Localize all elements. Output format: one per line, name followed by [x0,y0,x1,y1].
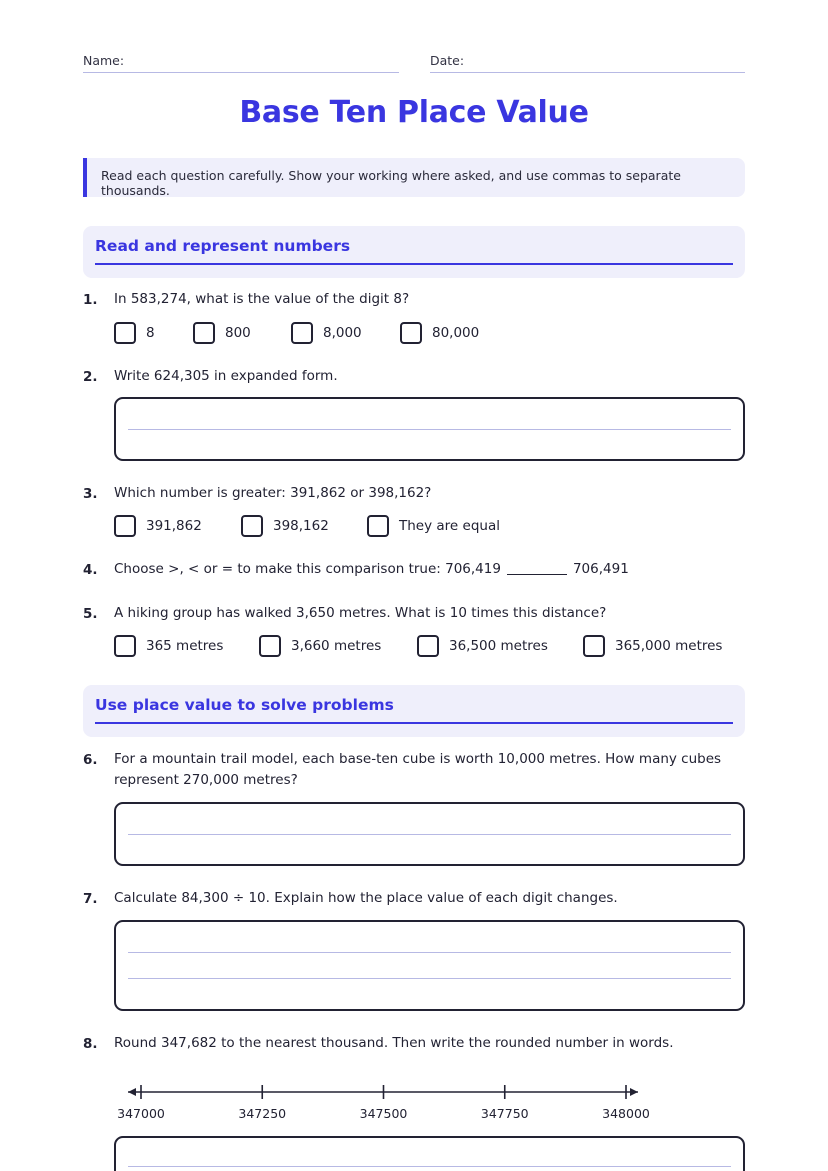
option-label: 80,000 [432,325,480,341]
question-text: Calculate 84,300 ÷ 10. Explain how the place value of each digit changes. [114,890,618,906]
q3-option-3[interactable] [367,515,500,537]
question-text: In 583,274, what is the value of the digit 8? [114,291,410,307]
question-text: Which number is greater: 391,862 or 398,162? [114,485,432,501]
number-line-label: 347250 [238,1106,287,1121]
option-label: 365 metres [146,638,224,654]
question-number: 7. [83,891,98,907]
checkbox[interactable] [114,515,136,537]
option-label: They are equal [399,518,500,534]
q3-option-2[interactable] [241,515,329,537]
question-number: 4. [83,562,98,578]
option-label: 36,500 metres [449,638,548,654]
q5-option-4[interactable] [583,635,722,657]
name-label: Name: [83,53,125,68]
number-line [114,1080,654,1130]
answer-line [128,978,731,979]
answer-blank[interactable] [507,561,567,575]
option-label: 391,862 [146,518,202,534]
question-number: 6. [83,752,98,768]
option-label: 398,162 [273,518,329,534]
checkbox[interactable] [193,322,215,344]
answer-line [128,834,731,835]
name-field[interactable] [83,53,399,73]
checkbox[interactable] [241,515,263,537]
q5-option-1[interactable] [114,635,223,657]
question-number: 8. [83,1036,98,1052]
question-text-after: 706,491 [572,561,629,577]
question-number: 5. [83,606,98,622]
option-label: 8 [146,325,155,341]
question-text-before: Choose >, < or = to make this comparison true: 706,419 [114,561,501,577]
checkbox[interactable] [114,635,136,657]
checkbox[interactable] [417,635,439,657]
answer-line [128,429,731,430]
answer-line [128,952,731,953]
question-text: A hiking group has walked 3,650 metres. What is 10 times this distance? [114,605,607,621]
q1-option-2[interactable] [193,322,251,344]
number-line-label: 347500 [359,1106,408,1121]
answer-box[interactable] [114,920,745,1011]
q5-option-3[interactable] [417,635,548,657]
answer-box[interactable] [114,397,745,461]
instructions-callout [83,158,745,197]
checkbox[interactable] [114,322,136,344]
question-text: Round 347,682 to the nearest thousand. Then write the rounded number in words. [114,1035,674,1051]
question-number: 3. [83,486,98,502]
section-title: Read and represent numbers [95,237,351,255]
date-field[interactable] [430,53,745,73]
question-text-line: For a mountain trail model, each base-ten cube is worth 10,000 metres. How many cubes [114,751,722,767]
q3-option-1[interactable] [114,515,202,537]
checkbox[interactable] [367,515,389,537]
section-header-solve-problems [83,685,745,737]
arrow-right-icon [630,1088,638,1096]
question-number: 1. [83,292,98,308]
question-number: 2. [83,369,98,385]
checkbox[interactable] [583,635,605,657]
number-line-label: 347000 [117,1106,165,1121]
option-label: 800 [225,325,251,341]
q1-option-1[interactable] [114,322,155,344]
answer-box[interactable] [114,1136,745,1171]
q1-option-4[interactable] [400,322,479,344]
section-rule [95,722,733,724]
question-text: Write 624,305 in expanded form. [114,368,338,384]
answer-line [128,1166,731,1167]
arrow-left-icon [128,1088,136,1096]
checkbox[interactable] [400,322,422,344]
answer-box[interactable] [114,802,745,866]
instructions-text: Read each question carefully. Show your working where asked, and use commas to separate thousands. [101,168,681,198]
option-label: 3,660 metres [291,638,382,654]
question-text-line: represent 270,000 metres? [114,772,298,788]
section-title: Use place value to solve problems [95,696,394,714]
date-label: Date: [430,53,465,68]
q1-option-3[interactable] [291,322,362,344]
checkbox[interactable] [259,635,281,657]
option-label: 8,000 [323,325,362,341]
question-text [114,749,721,791]
number-line-label: 347750 [480,1106,529,1121]
number-line-label: 348000 [602,1106,650,1121]
checkbox[interactable] [291,322,313,344]
page-title: Base Ten Place Value [239,95,589,130]
section-header-read-represent [83,226,745,278]
section-rule [95,263,733,265]
option-label: 365,000 metres [615,638,723,654]
q5-option-2[interactable] [259,635,381,657]
question-text [114,559,629,580]
